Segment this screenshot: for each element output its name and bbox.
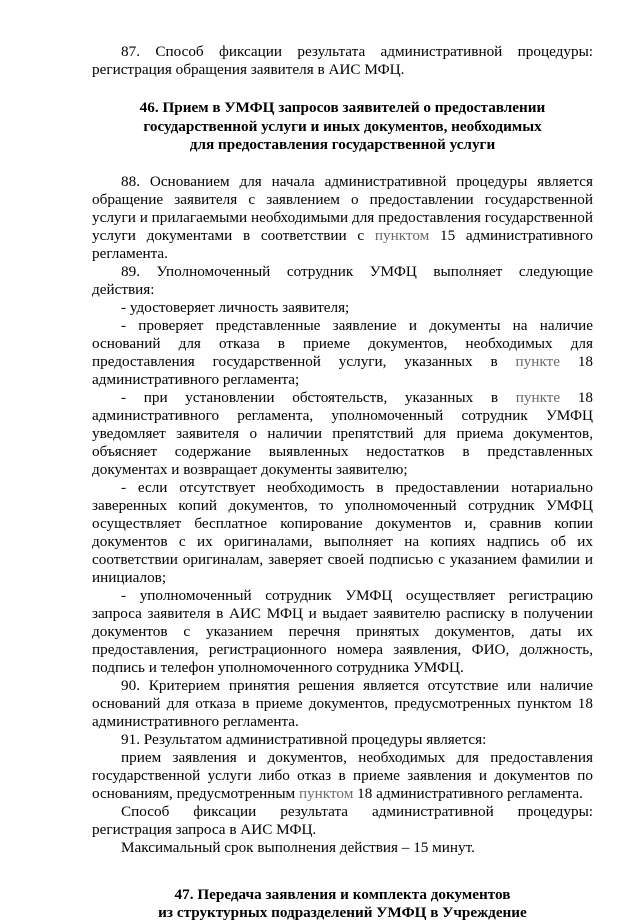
paragraph-88-link[interactable]: пунктом	[374, 226, 430, 244]
section-46-heading-line-3: для предоставления государственной услуги	[189, 136, 496, 153]
paragraph-91-body-text: прием заявления и документов, необходимых для предоставления государственной услуги либо отказ в приеме заявления и документов по основаниям, предусмотренным	[92, 748, 593, 802]
list-item-obstacles-text: - при установлении обстоятельств, указанных в	[121, 388, 516, 406]
list-item-check-documents-text: - проверяет представленные заявление и документы на наличие оснований для отказа в приеме документов, необходимых для предоставления государственной услуги, указанных в	[92, 316, 593, 370]
section-47-heading-line-2: из структурных подразделений УМФЦ в Учреждение	[158, 904, 527, 921]
section-46-heading-line-1: 46. Прием в УМФЦ запросов заявителей о предоставлении	[139, 99, 546, 116]
list-item-obstacles	[92, 389, 593, 479]
section-46-heading	[92, 99, 593, 155]
list-item-copies: - если отсутствует необходимость в предоставлении нотариально заверенных копий документов, то уполномоченный сотрудник УМФЦ осуществляет бесплатное копирование документов и, сравнив копии документов с их оригиналами, выполняет на копиях надпись об их соответствии оригиналам, заверяет своей подписью с указанием фамилии и инициалов;	[92, 478, 593, 586]
paragraph-89: 89. Уполномоченный сотрудник УМФЦ выполняет следующие действия:	[92, 262, 593, 298]
section-46-heading-line-2: государственной услуги и иных документов, необходимых	[143, 117, 542, 135]
paragraph-91-body	[92, 749, 593, 803]
list-item-identity: - удостоверяет личность заявителя;	[121, 298, 350, 316]
paragraph-91-time: Максимальный срок выполнения действия – 15 минут.	[121, 838, 475, 856]
paragraph-90: 90. Критерием принятия решения является отсутствие или наличие оснований для отказа в приеме документов, предусмотренных пунктом 18 административного регламента.	[92, 676, 593, 730]
paragraph-88-text: 88. Основанием для начала административной процедуры является обращение заявителя с заявлением о предоставлении государственной услуги и прилагаемыми необходимыми для предоставления государственной услуги документами в соответствии с	[92, 172, 593, 244]
list-item-check-documents	[92, 317, 593, 389]
paragraph-91: 91. Результатом административной процедуры является:	[121, 730, 487, 748]
list-item-obstacles-tail: 18 административного регламента, уполномоченный сотрудник УМФЦ уведомляет заявителя о наличии препятствий для приема документов, объясняет содержание выявленных недостатков в представленных документах и возвращает документы заявителю;	[92, 388, 594, 478]
list-item-check-documents-link[interactable]: пункте	[515, 352, 560, 370]
paragraph-88	[92, 173, 593, 263]
paragraph-91-method: Способ фиксации результата административной процедуры: регистрация запроса в АИС МФЦ.	[92, 802, 593, 838]
list-item-check-documents-tail: 18 административного регламента;	[92, 352, 593, 388]
section-47-heading-line-1: 47. Передача заявления и комплекта документов	[174, 885, 511, 903]
paragraph-88-tail: 15 административного регламента.	[92, 226, 593, 262]
section-47-heading	[92, 886, 593, 923]
paragraph-91-body-tail: 18 административного регламента.	[353, 784, 583, 802]
paragraph-87: 87. Способ фиксации результата административной процедуры: регистрация обращения заявителя в АИС МФЦ.	[92, 43, 593, 78]
list-item-obstacles-link[interactable]: пункте	[515, 388, 561, 406]
paragraph-91-body-link[interactable]: пунктом	[298, 784, 354, 802]
list-item-registration: - уполномоченный сотрудник УМФЦ осуществляет регистрацию запроса заявителя в АИС МФЦ и выдает заявителю расписку в получении документов с указанием перечня принятых документов, даты их предоставления, регистрационного номера заявления, ФИО, должность, подпись и телефон уполномоченного сотрудника УМФЦ.	[92, 586, 593, 676]
